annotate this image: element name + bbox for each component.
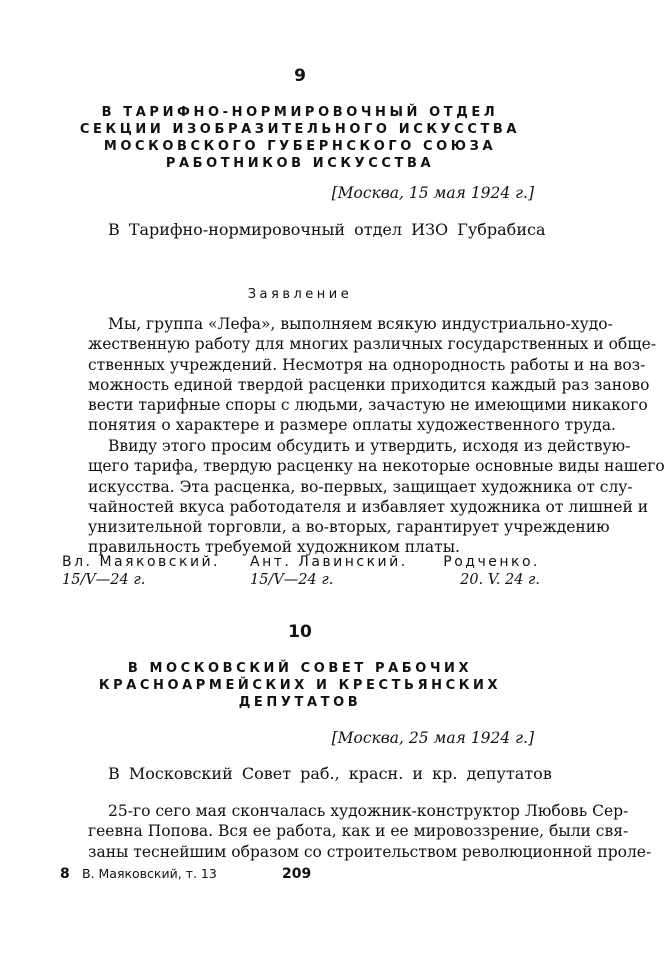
- doc9-title: Заявление: [247, 287, 353, 302]
- doc9-heading: [60, 104, 540, 172]
- signature-date: 20. V. 24 г.: [460, 572, 540, 588]
- text-line: геевна Попова. Вся ее работа, как и ее мировоззрение, были свя-: [88, 822, 629, 841]
- doc9-paragraph-1: [88, 314, 657, 436]
- text-line: щего тарифа, твердую расценку на некоторые основные виды нашего: [88, 457, 665, 476]
- book-title: В. Маяковский, т. 13: [82, 866, 217, 881]
- signature-mark: 8: [60, 866, 70, 882]
- text-line: понятия о характере и размере оплаты художественного труда.: [88, 416, 616, 435]
- doc10-date: [Москва, 25 мая 1924 г.]: [331, 729, 534, 747]
- signature: [443, 554, 540, 588]
- doc10-heading-line: КРАСНОАРМЕЙСКИХ И КРЕСТЬЯНСКИХ: [98, 678, 502, 693]
- signature-name: Ант. Лавинский.: [250, 554, 408, 570]
- doc10-paragraph-1: [88, 801, 652, 862]
- doc10-address: В Московский Совет раб., красн. и кр. депутатов: [108, 764, 552, 783]
- signature: [62, 554, 220, 588]
- doc10-heading-line: ДЕПУТАТОВ: [238, 695, 362, 710]
- signature-date: 15/V—24 г.: [250, 572, 334, 588]
- doc9-paragraph-2: [88, 436, 665, 558]
- text-line: Ввиду этого просим обсудить и утвердить, исходя из действую-: [108, 437, 631, 455]
- text-line: Мы, группа «Лефа», выполняем всякую индустриально-худо-: [108, 315, 613, 333]
- doc9-heading-line: МОСКОВСКОГО ГУБЕРНСКОГО СОЮЗА: [103, 139, 497, 154]
- text-line: чайностей вкуса работодателя и избавляет художника от лишней и: [88, 497, 649, 516]
- text-line: можность единой твердой расценки приходится каждый раз заново: [88, 375, 650, 394]
- text-line: унизительной торговли, а во-вторых, гарантирует учреждению: [88, 518, 610, 537]
- doc9-heading-line: СЕКЦИИ ИЗОБРАЗИТЕЛЬНОГО ИСКУССТВА: [79, 122, 521, 137]
- text-line: правильность требуемой художником платы.: [88, 538, 460, 557]
- doc9-heading-line: В ТАРИФНО-НОРМИРОВОЧНЫЙ ОТДЕЛ: [101, 105, 499, 120]
- doc9-heading-line: РАБОТНИКОВ ИСКУССТВА: [165, 156, 435, 171]
- doc10-heading: [60, 660, 540, 711]
- signature-name: Вл. Маяковский.: [62, 554, 221, 570]
- text-line: вести тарифные споры с людьми, зачастую не имеющими никакого: [88, 396, 648, 415]
- doc9-date: [Москва, 15 мая 1924 г.]: [331, 184, 534, 202]
- text-line: жественную работу для многих различных государственных и обще-: [88, 335, 657, 354]
- doc10-heading-line: В МОСКОВСКИЙ СОВЕТ РАБОЧИХ: [127, 661, 473, 676]
- page-number: 209: [282, 866, 312, 882]
- doc10-number: 10: [288, 622, 312, 642]
- signature-name: Родченко.: [443, 554, 540, 570]
- signature-date: 15/V—24 г.: [62, 572, 146, 588]
- text-line: заны теснейшим образом со строительством революционной проле-: [88, 842, 652, 861]
- text-line: 25-го сего мая скончалась художник-конструктор Любовь Сер-: [108, 802, 629, 820]
- text-line: искусства. Эта расценка, во-первых, защищает художника от слу-: [88, 477, 633, 496]
- signature: [250, 554, 408, 588]
- doc9-number: 9: [294, 66, 306, 86]
- text-line: ственных учреждений. Несмотря на однородность работы и на воз-: [88, 355, 646, 374]
- doc9-address: В Тарифно-нормировочный отдел ИЗО Губрабиса: [108, 220, 546, 239]
